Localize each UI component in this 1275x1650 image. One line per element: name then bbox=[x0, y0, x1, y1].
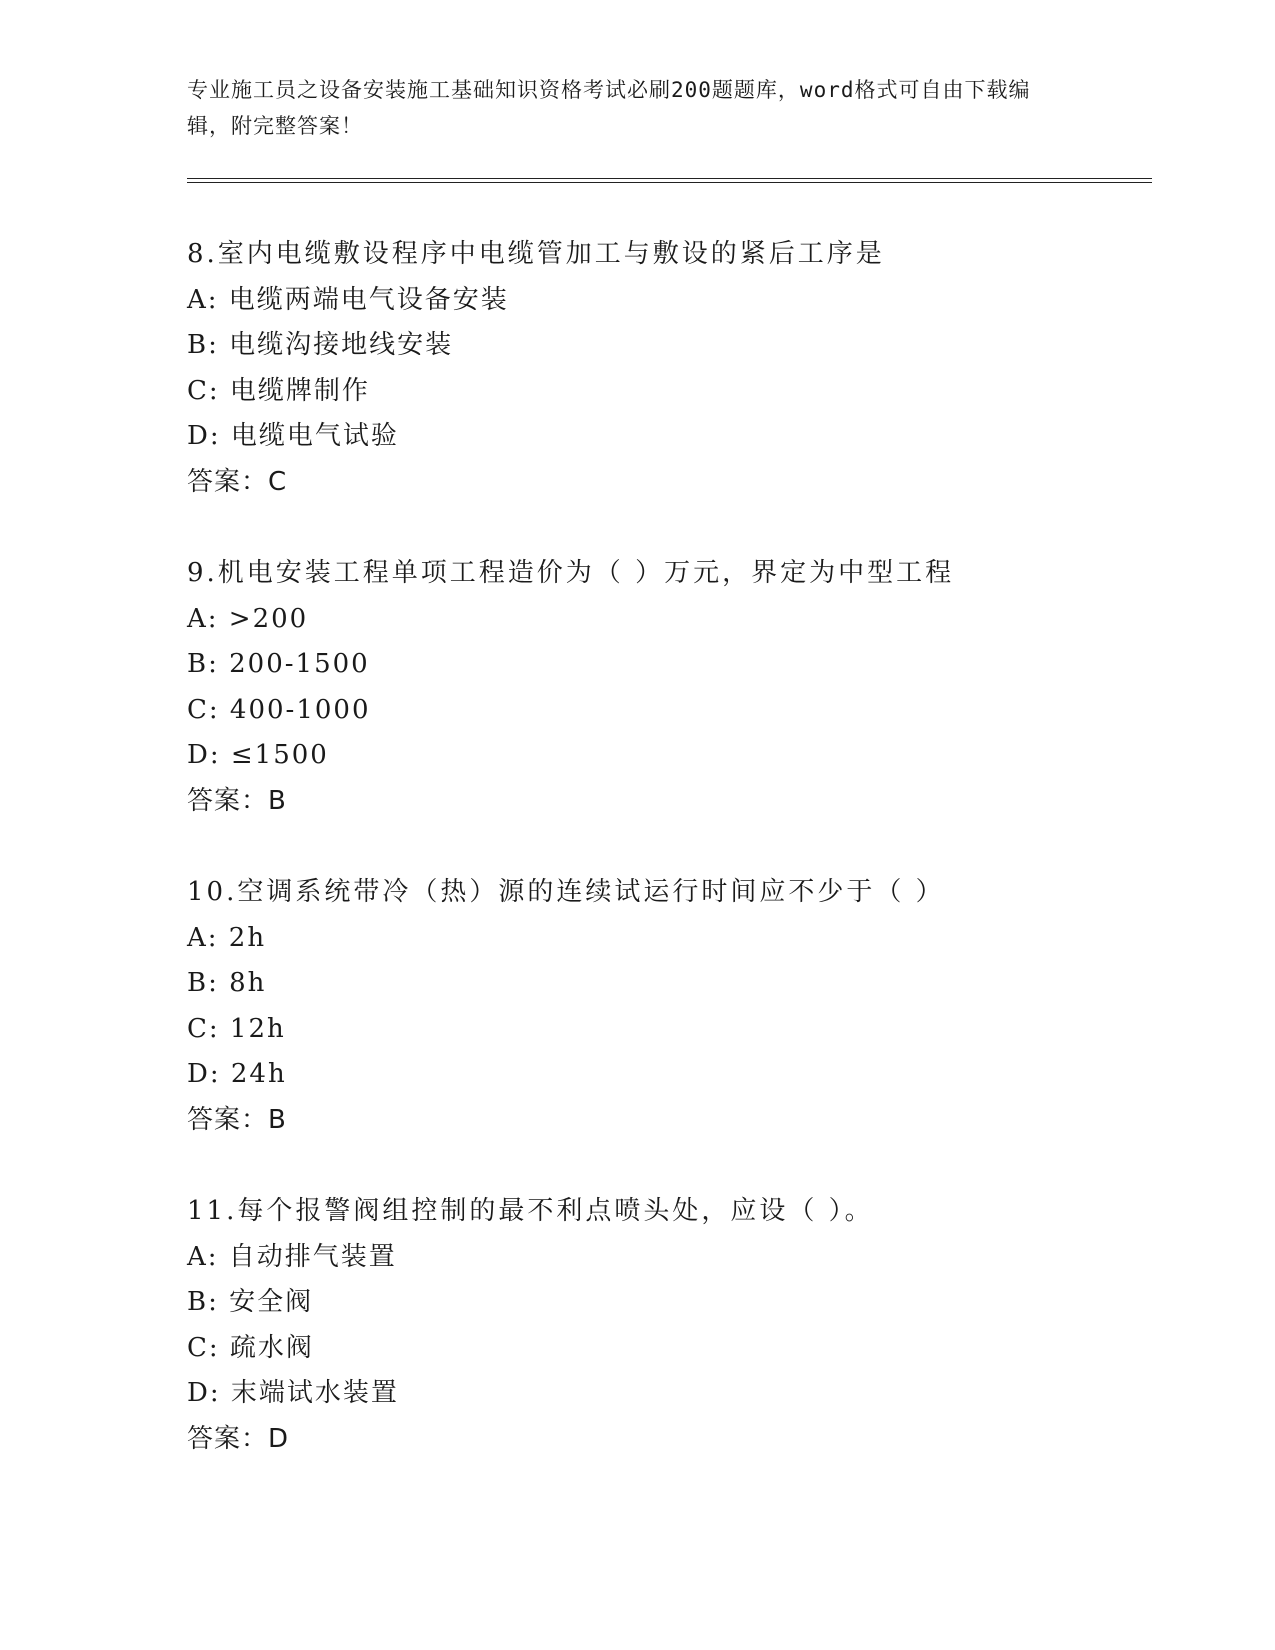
divider-line-bottom bbox=[187, 182, 1152, 183]
option-b: B: 8h bbox=[187, 968, 267, 998]
option-a: A: 电缆两端电气设备安装 bbox=[187, 284, 509, 315]
option-d: D: ≤1500 bbox=[187, 740, 329, 770]
option-b: B: 200-1500 bbox=[187, 649, 370, 679]
header-divider bbox=[187, 178, 1152, 184]
question-block bbox=[187, 870, 1167, 1143]
option-a: A: 2h bbox=[187, 922, 267, 953]
option-d: D: 电缆电气试验 bbox=[187, 421, 399, 451]
option-c: C: 电缆牌制作 bbox=[187, 375, 370, 406]
answer-label: 答案：C bbox=[187, 466, 288, 497]
answer-label: 答案：B bbox=[187, 1104, 287, 1135]
question-stem: 10.空调系统带冷（热）源的连续试运行时间应不少于（ ） bbox=[187, 877, 945, 907]
option-b: B: 电缆沟接地线安装 bbox=[187, 330, 454, 360]
answer-label: 答案：B bbox=[187, 785, 287, 816]
question-stem: 8.室内电缆敷设程序中电缆管加工与敷设的紧后工序是 bbox=[187, 239, 885, 269]
option-c: C: 12h bbox=[187, 1013, 286, 1044]
option-a: A: >200 bbox=[187, 603, 309, 634]
document-header: 专业施工员之设备安装施工基础知识资格考试必刷200题题库，word格式可自由下载编辑，附完整答案！ bbox=[187, 78, 1031, 138]
option-d: D: 24h bbox=[187, 1059, 287, 1089]
option-d: D: 末端试水装置 bbox=[187, 1378, 399, 1408]
question-stem: 11.每个报警阀组控制的最不利点喷头处，应设（ ）。 bbox=[187, 1196, 874, 1226]
option-c: C: 疏水阀 bbox=[187, 1332, 314, 1363]
divider-line-top bbox=[187, 178, 1152, 179]
question-block bbox=[187, 1189, 1167, 1462]
question-block bbox=[187, 551, 1167, 824]
question-block bbox=[187, 232, 1167, 505]
option-b: B: 安全阀 bbox=[187, 1287, 314, 1317]
question-stem: 9.机电安装工程单项工程造价为（ ）万元，界定为中型工程 bbox=[187, 558, 955, 588]
option-a: A: 自动排气装置 bbox=[187, 1241, 397, 1272]
option-c: C: 400-1000 bbox=[187, 694, 371, 725]
answer-label: 答案：D bbox=[187, 1423, 290, 1454]
